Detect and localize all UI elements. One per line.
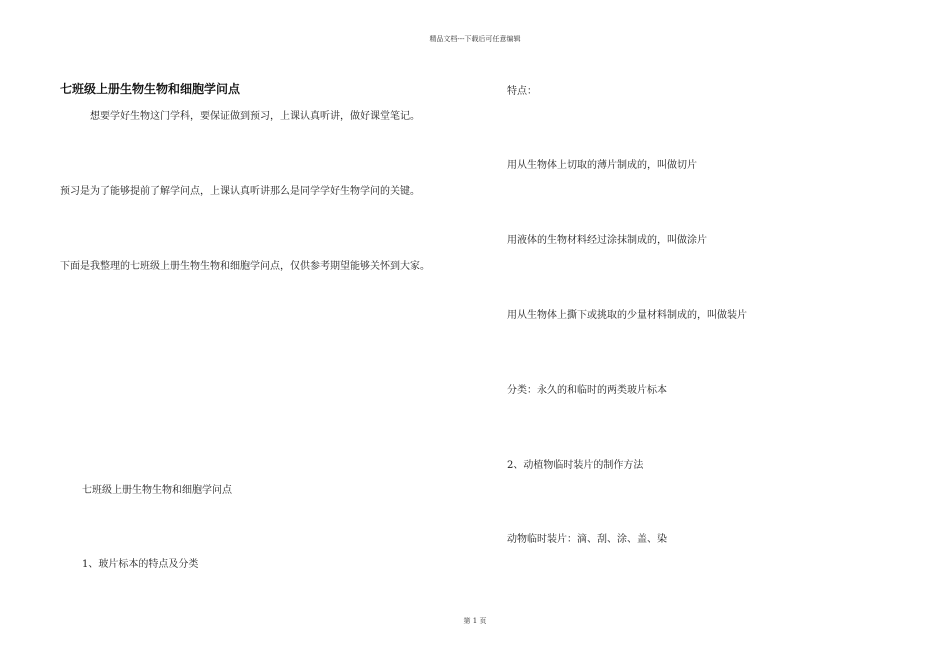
smear-definition: 用液体的生物材料经过涂抹制成的，叫做涂片: [507, 235, 707, 246]
intro-paragraph: 想要学好生物这门学科，要保证做到预习，上课认真听讲，做好课堂笔记。: [90, 111, 420, 122]
summary-paragraph: 下面是我整理的七班级上册生物生物和细胞学问点，仅供参考期望能够关怀到大家。: [60, 261, 430, 272]
section-1-heading: 1、玻片标本的特点及分类: [82, 559, 199, 570]
slice-definition: 用从生物体上切取的薄片制成的，叫做切片: [507, 160, 697, 171]
section-heading: 七班级上册生物生物和细胞学问点: [82, 485, 232, 496]
mount-definition: 用从生物体上撕下或挑取的少量材料制成的，叫做装片: [507, 310, 747, 321]
classification-text: 分类：永久的和临时的两类玻片标本: [507, 385, 667, 396]
section-2-heading: 2、动植物临时装片的制作方法: [507, 460, 644, 471]
features-label: 特点：: [507, 86, 537, 97]
document-title: 七班级上册生物生物和细胞学问点: [60, 82, 241, 96]
page-number: 第 1 页: [463, 617, 487, 625]
page-header: 精品文档---下载后可任意编辑: [429, 35, 521, 43]
animal-mount-steps: 动物临时装片：滴、刮、涂、盖、染: [507, 534, 667, 545]
preview-paragraph: 预习是为了能够提前了解学问点，上课认真听讲那么是同学学好生物学问的关键。: [60, 186, 420, 197]
